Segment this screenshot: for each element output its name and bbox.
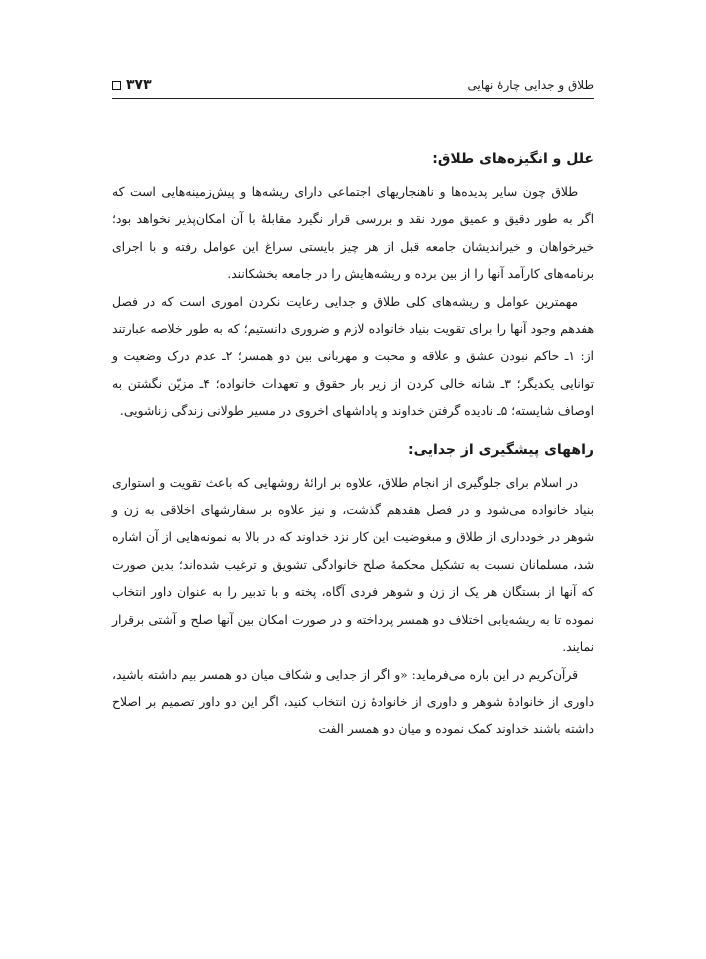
section-heading-causes: علل و انگیزه‌های طلاق: bbox=[432, 151, 594, 167]
book-page bbox=[112, 72, 594, 744]
square-icon bbox=[112, 81, 121, 90]
section-body-prevention bbox=[112, 470, 594, 744]
page-number-block bbox=[112, 77, 152, 93]
section-heading-prevention: راههای پیشگیری از جدایی: bbox=[408, 441, 594, 458]
paragraph: در اسلام برای جلوگیری از انجام طلاق، علاوه بر ارائهٔ روشهایی که باعث تقویت و استواری بنیاد خانواده می‌شود و در فصل هفدهم گذشت، و نیز علاوه بر سفارشهای اخلاقی به زن و شوهر در خودداری از طلاق و مبغوضیت این کار نزد خداوند که در بالا به نمونه‌هایی از آن اشاره شد، مسلمانان نسبت به تشکیل محکمهٔ صلح خانوادگی تشویق و ترغیب شده‌اند؛ بدین صورت که آنها از بستگان هر یک از زن و شوهر فردی آگاه، پخته و با تدبیر را به عنوان داور انتخاب نموده تا به ریشه‌یابی اختلاف دو همسر پرداخته و در صورت امکان بین آنها صلح و آشتی برقرار نمایند. bbox=[112, 475, 594, 655]
paragraph: قرآن‌کریم در این باره می‌فرماید: «و اگر از جدایی و شکاف میان دو همسر بیم داشته باشید، داوری از خانوادهٔ شوهر و داوری از خانوادهٔ زن انتخاب کنید، اگر این دو داور تصمیم بر اصلاح داشته باشند خداوند کمک نموده و میان دو همسر الفت bbox=[112, 667, 594, 737]
running-header-title: طلاق و جدایی چارهٔ نهایی bbox=[467, 78, 594, 92]
section-body-causes bbox=[112, 179, 594, 426]
running-header bbox=[112, 72, 594, 99]
paragraph: طلاق چون سایر پدیده‌ها و ناهنجاریهای اجتماعی دارای ریشه‌ها و پیش‌زمینه‌هایی است که اگر به طور دقیق و عمیق مورد نقد و بررسی قرار نگیرد مقابلهٔ با آن امکان‌پذیر نخواهد بود؛ خیرخواهان و خیراندیشان جامعه قبل از هر چیز بایستی سراغ این عوامل رفته و با اجرای برنامه‌های کارآمد آنها را از بین برده و ریشه‌هایش را در جامعه بخشکانند. bbox=[112, 185, 594, 282]
page-number: ۳۷۳ bbox=[126, 77, 152, 93]
paragraph: مهمترین عوامل و ریشه‌های کلی طلاق و جدایی رعایت نکردن اموری است که در فصل هفدهم وجود آنها را برای تقویت بنیاد خانواده لازم و ضروری دانستیم؛ که به طور خلاصه عبارتند از: ۱ـ حاکم نبودن عشق و علاقه و محبت و مهربانی بین دو همسر؛ ۲ـ عدم درک وضعیت و توانایی یکدیگر؛ ۳ـ شانه خالی کردن از زیر بار حقوق و تعهدات خانواده؛ ۴ـ مزیّن نگشتن به اوصاف شایسته؛ ۵ـ نادیده گرفتن خداوند و پاداشهای اخروی در مسیر طولانی زندگی زناشویی. bbox=[112, 294, 594, 419]
